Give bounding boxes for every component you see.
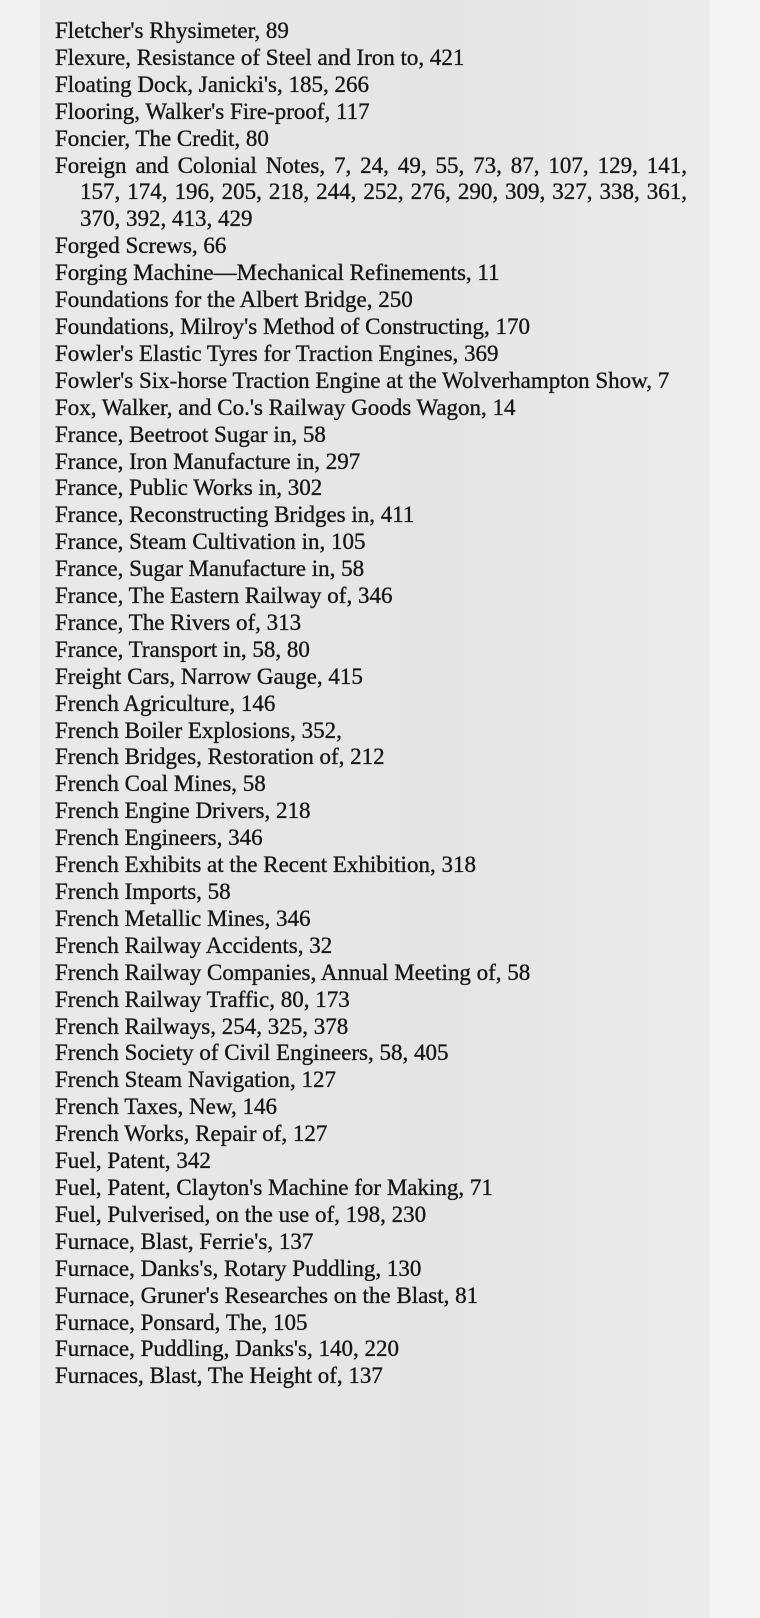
index-entry: Flooring, Walker's Fire-proof, 117 — [55, 98, 370, 124]
index-entry: French Railway Companies, Annual Meeting of, 58 — [55, 959, 531, 985]
index-entry: French Taxes, New, 146 — [55, 1094, 277, 1120]
index-entry: Fuel, Pulverised, on the use of, 198, 230 — [55, 1201, 427, 1227]
index-entry: French Society of Civil Engineers, 58, 405 — [55, 1040, 449, 1066]
index-entry: Fowler's Elastic Tyres for Traction Engines, 369 — [55, 340, 499, 366]
index-entry: French Engine Drivers, 218 — [55, 798, 311, 824]
index-entry: France, Reconstructing Bridges in, 411 — [55, 502, 415, 528]
index-entry: Forged Screws, 66 — [55, 233, 227, 259]
index-entry: Fuel, Patent, 342 — [55, 1148, 211, 1174]
index-entry: Fletcher's Rhysimeter, 89 — [55, 18, 289, 43]
index-entry: Foreign and Colonial Notes, 7, 24, 49, 55, 73, 87, 107, 129, 141, 157, 174, 196, 205, 218, 244, 252, 276, 290, 309, 327, 338, 361, 370, 392, 413, 429 — [55, 152, 687, 232]
index-entry: French Railways, 254, 325, 378 — [55, 1013, 349, 1039]
index-entry: Foundations for the Albert Bridge, 250 — [55, 287, 413, 313]
index-entry: France, Sugar Manufacture in, 58 — [55, 556, 365, 582]
index-entry: France, Transport in, 58, 80 — [55, 636, 310, 662]
index-entry: Foncier, The Credit, 80 — [55, 125, 269, 151]
index-entry: Freight Cars, Narrow Gauge, 415 — [55, 663, 363, 689]
index-entry: French Exhibits at the Recent Exhibition, 318 — [55, 852, 476, 878]
index-entry: France, The Rivers of, 313 — [55, 609, 302, 635]
index-entry: French Bridges, Restoration of, 212 — [55, 744, 385, 770]
index-entry: Floating Dock, Janicki's, 185, 266 — [55, 71, 369, 97]
index-entry: France, Steam Cultivation in, 105 — [55, 529, 366, 555]
index-entry: Furnace, Ponsard, The, 105 — [55, 1309, 308, 1335]
index-entry: Furnace, Danks's, Rotary Puddling, 130 — [55, 1255, 422, 1281]
index-entry: Foundations, Milroy's Method of Constructing, 170 — [55, 313, 531, 339]
index-entry: French Boiler Explosions, 352, — [55, 717, 342, 743]
index-entry: Fuel, Patent, Clayton's Machine for Making, 71 — [55, 1174, 493, 1200]
index-entry: Fox, Walker, and Co.'s Railway Goods Wagon, 14 — [55, 394, 516, 420]
index-entry: France, The Eastern Railway of, 346 — [55, 583, 393, 609]
index-entry: Forging Machine—Mechanical Refinements, 11 — [55, 260, 500, 286]
index-entry: Furnace, Blast, Ferrie's, 137 — [55, 1228, 314, 1254]
index-entry: French Railway Traffic, 80, 173 — [55, 986, 350, 1012]
index-list — [55, 18, 687, 1390]
page-margin — [710, 0, 760, 1618]
index-entry: France, Public Works in, 302 — [55, 475, 323, 501]
index-entry: French Agriculture, 146 — [55, 690, 276, 716]
index-entry: French Engineers, 346 — [55, 825, 263, 851]
index-entry: Furnace, Puddling, Danks's, 140, 220 — [55, 1336, 400, 1362]
index-entry: Fowler's Six-horse Traction Engine at the Wolverhampton Show, 7 — [55, 367, 670, 393]
index-entry: French Imports, 58 — [55, 879, 231, 904]
index-entry: French Steam Navigation, 127 — [55, 1067, 337, 1093]
index-entry: French Metallic Mines, 346 — [55, 905, 311, 931]
index-entry: Furnace, Gruner's Researches on the Blast, 81 — [55, 1282, 479, 1308]
index-entry: France, Iron Manufacture in, 297 — [55, 448, 361, 474]
index-entry: Flexure, Resistance of Steel and Iron to, 421 — [55, 44, 465, 70]
index-entry: French Railway Accidents, 32 — [55, 932, 333, 958]
index-entry: France, Beetroot Sugar in, 58 — [55, 421, 326, 447]
index-entry: French Coal Mines, 58 — [55, 771, 266, 797]
index-entry: French Works, Repair of, 127 — [55, 1121, 328, 1147]
index-entry: Furnaces, Blast, The Height of, 137 — [55, 1363, 383, 1389]
